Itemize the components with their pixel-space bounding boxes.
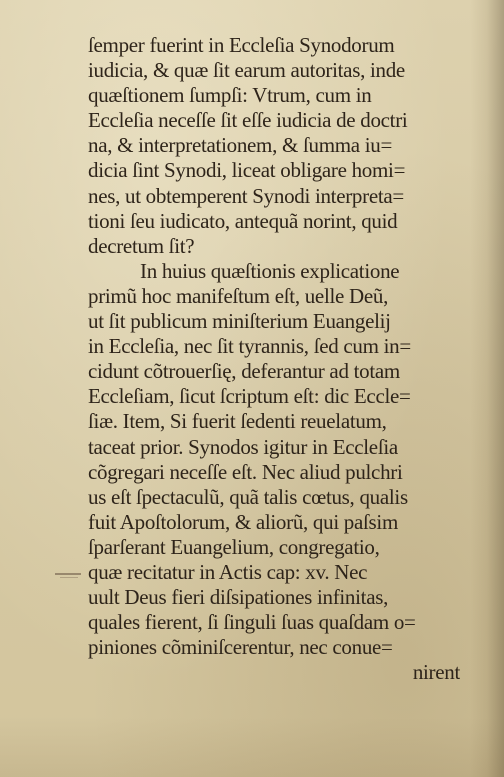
catchword: nirent (412, 660, 460, 685)
text-line: piniones cõminiſcerentur, nec conue= (88, 635, 393, 660)
text-line: taceat prior. Synodos igitur in Eccleſia (88, 434, 398, 459)
text-line: uult Deus fieri diſsipationes infinitas, (88, 585, 389, 610)
page-gutter-shadow (470, 0, 504, 777)
text-line: Eccleſia neceſſe ſit eſſe iudicia de doctri (88, 108, 408, 133)
text-line: us eſt ſpectaculũ, quã talis cœtus, qualis (88, 484, 408, 509)
text-line: quæſtionem ſumpſi: Vtrum, cum in (88, 83, 372, 108)
text-line: na, & interpretationem, & ſumma iu= (88, 133, 393, 158)
paragraph-first-line: In huius quæſtionis explicatione (140, 258, 400, 283)
page-bottom-shade (0, 717, 504, 777)
text-line: cidunt cõtrouerſię, deferantur ad totam (88, 359, 400, 384)
text-line: dicia ſint Synodi, liceat obligare homi= (88, 158, 406, 183)
text-line: ſparſerant Euangelium, congregatio, (88, 534, 380, 559)
marginal-pen-mark-faint (60, 577, 78, 578)
text-line: fuit Apoſtolorum, & aliorũ, qui paſsim (88, 509, 398, 534)
text-line: quales fierent, ſi ſinguli ſuas quaſdam o= (88, 610, 416, 635)
text-line: tioni ſeu iudicato, antequã norint, quid (88, 208, 398, 233)
text-line: nes, ut obtemperent Synodi interpreta= (88, 183, 404, 208)
text-line: ſiæ. Item, Si fuerit ſedenti reuelatum, (88, 409, 387, 434)
marginal-pen-mark (55, 573, 81, 575)
text-line: quæ recitatur in Actis cap: xv. Nec (88, 559, 368, 584)
text-line: iudicia, & quæ ſit earum autoritas, inde (88, 58, 405, 83)
text-block (88, 33, 460, 685)
text-line: primũ hoc manifeſtum eſt, uelle Deũ, (88, 283, 389, 308)
text-line: in Eccleſia, nec ſit tyrannis, ſed cum in= (88, 334, 411, 359)
text-line: decretum ſit? (88, 233, 195, 258)
text-line: Eccleſiam, ſicut ſcriptum eſt: dic Eccle= (88, 384, 411, 409)
text-line: cõgregari neceſſe eſt. Nec aliud pulchri (88, 459, 403, 484)
text-line: ſemper fuerint in Eccleſia Synodorum (88, 33, 395, 57)
text-line: ut ſit publicum miniſterium Euangelij (88, 309, 391, 334)
